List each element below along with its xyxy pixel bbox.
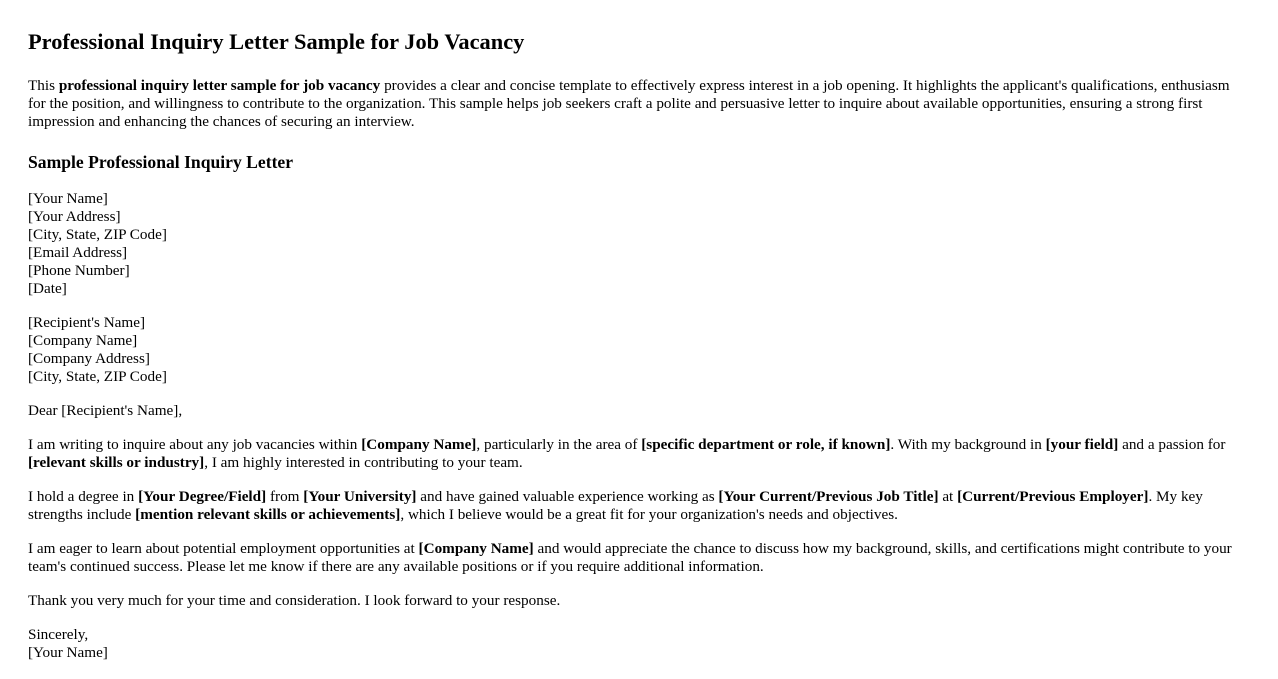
- section-heading: Sample Professional Inquiry Letter: [28, 152, 294, 172]
- closing: Sincerely,: [28, 626, 89, 643]
- sender-line: [City, State, ZIP Code]: [28, 226, 167, 243]
- sender-line: [Your Name]: [28, 190, 108, 207]
- body-text: Thank you very much for your time and consideration. I look forward to your response.: [28, 592, 561, 609]
- body-text: . My key strengths include: [28, 488, 1203, 523]
- body-paragraph: [28, 436, 1250, 472]
- letter-body: [28, 436, 1250, 610]
- salutation: Dear [Recipient's Name],: [28, 402, 183, 419]
- signature-name: [Your Name]: [28, 644, 108, 661]
- body-text: I am writing to inquire about any job vacancies within: [28, 436, 362, 453]
- placeholder-bold: [mention relevant skills or achievements]: [135, 506, 401, 523]
- intro-text-before: This: [28, 77, 59, 94]
- sender-line: [Date]: [28, 280, 67, 297]
- recipient-line: [Recipient's Name]: [28, 314, 146, 331]
- body-text: I hold a degree in: [28, 488, 139, 505]
- body-paragraph: [28, 540, 1250, 576]
- page-title: Professional Inquiry Letter Sample for Job Vacancy: [28, 29, 525, 54]
- placeholder-bold: [specific department or role, if known]: [641, 436, 891, 453]
- body-text: and would appreciate the chance to discuss how my background, skills, and certifications might contribute to your team's continued success. Please let me know if there are any available positions or if you require additional information.: [28, 540, 1232, 575]
- intro-text-after: provides a clear and concise template to effectively express interest in a job opening. It highlights the applicant's qualifications, enthusiasm for the position, and willingness to contribute to the organization. This sample helps job seekers craft a polite and persuasive letter to inquire about available opportunities, ensuring a strong first impression and enhancing the chances of securing an interview.: [28, 77, 1230, 130]
- recipient-address-block: [28, 314, 1250, 386]
- body-text: and a passion for: [1118, 436, 1226, 453]
- body-text: at: [938, 488, 958, 505]
- body-paragraph: [28, 488, 1250, 524]
- placeholder-bold: [your field]: [1045, 436, 1119, 453]
- body-text: . With my background in: [890, 436, 1046, 453]
- placeholder-bold: [Your Current/Previous Job Title]: [718, 488, 939, 505]
- placeholder-bold: [relevant skills or industry]: [28, 454, 205, 471]
- placeholder-bold: [Company Name]: [418, 540, 534, 557]
- sender-address-block: [28, 190, 1250, 298]
- intro-bold-phrase: professional inquiry letter sample for job vacancy: [58, 77, 381, 94]
- intro-paragraph: [28, 77, 1250, 131]
- recipient-line: [City, State, ZIP Code]: [28, 368, 167, 385]
- sender-line: [Email Address]: [28, 244, 128, 261]
- recipient-line: [Company Name]: [28, 332, 138, 349]
- body-text: I am eager to learn about potential employment opportunities at: [28, 540, 419, 557]
- body-text: , I am highly interested in contributing to your team.: [204, 454, 523, 471]
- sender-line: [Phone Number]: [28, 262, 130, 279]
- placeholder-bold: [Company Name]: [361, 436, 477, 453]
- recipient-line: [Company Address]: [28, 350, 150, 367]
- body-text: , particularly in the area of: [476, 436, 642, 453]
- body-text: from: [266, 488, 304, 505]
- body-paragraph: [28, 592, 1250, 610]
- sender-line: [Your Address]: [28, 208, 121, 225]
- body-text: and have gained valuable experience working as: [416, 488, 719, 505]
- body-text: , which I believe would be a great fit for your organization's needs and objectives.: [400, 506, 898, 523]
- closing-block: [28, 626, 1250, 662]
- placeholder-bold: [Current/Previous Employer]: [957, 488, 1149, 505]
- placeholder-bold: [Your Degree/Field]: [138, 488, 267, 505]
- placeholder-bold: [Your University]: [303, 488, 417, 505]
- document-page: [0, 29, 1278, 679]
